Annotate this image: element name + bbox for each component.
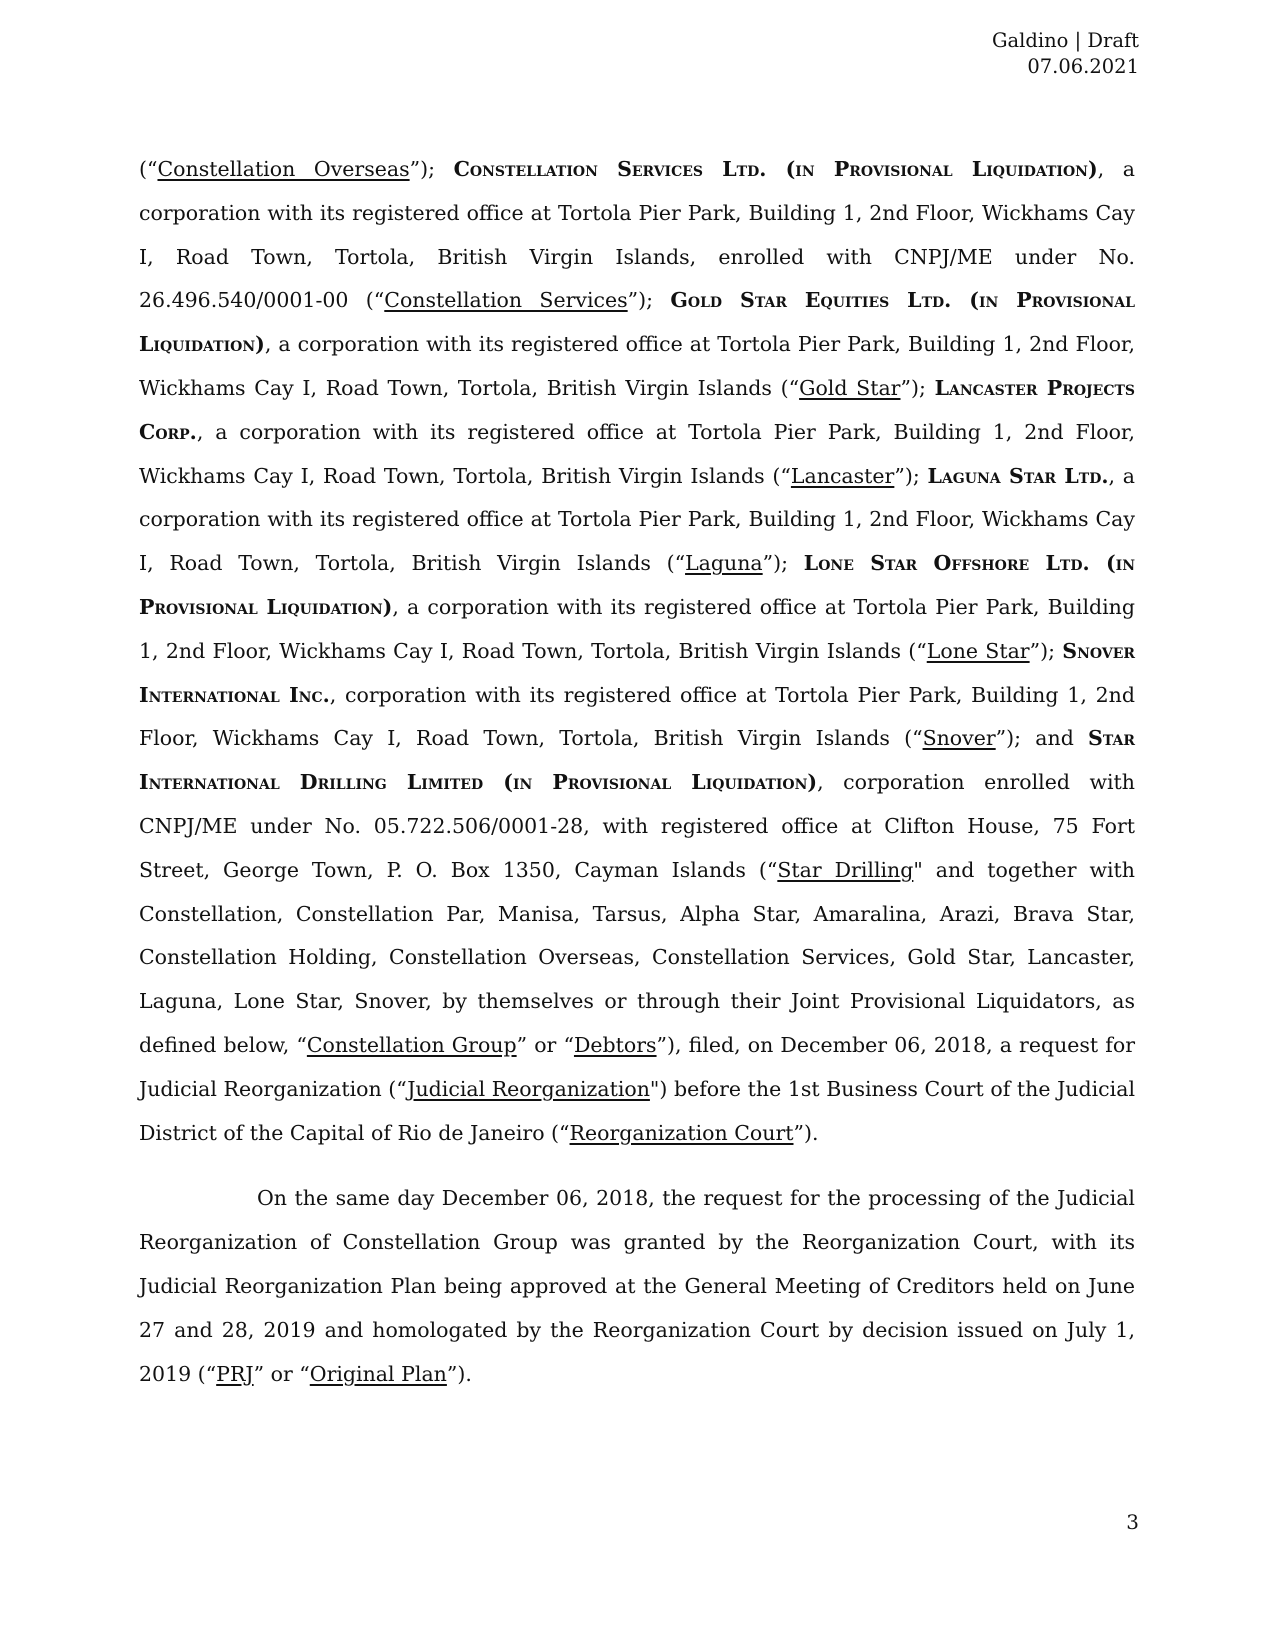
text-run: (“ <box>139 157 158 181</box>
party-name: Star International Drilling Limited (in Provisional Liquidation) <box>139 726 1135 795</box>
text-run: ”); and <box>995 726 1089 751</box>
text-run: , a corporation with its registered office at Tortola Pier Park, Building 1, 2nd Floor, Wickhams Cay I, Road Town, Tortola, British Virgin Islands (“ <box>139 332 1135 400</box>
defined-term: Original Plan <box>309 1361 447 1386</box>
text-run: ”). <box>446 1361 472 1386</box>
party-name: Lone Star Offshore Ltd. (in Provisional Liquidation) <box>139 551 1136 619</box>
text-run: , a corporation with its registered office at Tortola Pier Park, Building 1, 2nd Floor, Wickhams Cay I, Road Town, Tortola, British Virgin Islands (“ <box>139 419 1135 488</box>
text-run: , corporation enrolled with CNPJ/ME under No. 05.722.506/0001-28, with registered office at Clifton House, 75 Fort Street, George Town, P. O. Box 1350, Cayman Islands (“ <box>139 770 1135 882</box>
party-name: Lancaster Projects Corp. <box>139 375 1135 444</box>
paragraph-plan-approval <box>139 1177 1135 1396</box>
text-run: ") before the 1st Business Court of the Judicial District of the Capital of Rio de Janeiro (“ <box>139 1076 1135 1145</box>
text-run: ”). <box>793 1120 819 1145</box>
party-name: Constellation Services Ltd. (in Provisional Liquidation) <box>453 157 1098 181</box>
page-header <box>992 28 1139 80</box>
defined-term: PRJ <box>216 1361 254 1386</box>
text-run: ” or “ <box>516 1032 574 1057</box>
defined-term: Constellation Overseas <box>157 157 410 181</box>
text-run: ”); <box>894 463 928 488</box>
text-run: , a corporation with its registered office at Tortola Pier Park, Building 1, 2nd Floor, Wickhams Cay I, Road Town, Tortola, British Virgin Islands (“ <box>139 594 1136 663</box>
defined-term: Reorganization Court <box>569 1120 794 1145</box>
defined-term: Lancaster <box>790 463 895 488</box>
page-number: 3 <box>1126 1510 1139 1534</box>
text-run: , corporation with its registered office at Tortola Pier Park, Building 1, 2nd Floor, Wickhams Cay I, Road Town, Tortola, British Virgin Islands (“ <box>139 682 1135 751</box>
defined-term: Gold Star <box>799 375 901 400</box>
text-run: ”); <box>409 157 454 181</box>
text-run: , a corporation with its registered office at Tortola Pier Park, Building 1, 2nd Floor, Wickhams Cay I, Road Town, Tortola, British Virgin Islands, enrolled with CNPJ/ME under No. 26.496.540/0001-00 (“ <box>139 157 1135 313</box>
paragraph-parties <box>139 148 1135 1155</box>
party-name: Snover International Inc. <box>139 638 1135 707</box>
defined-term: Constellation Services <box>384 288 628 313</box>
party-name: Gold Star Equities Ltd. (in Provisional Liquidation) <box>139 288 1136 357</box>
defined-term: Debtors <box>573 1032 657 1057</box>
defined-term: Constellation Group <box>306 1032 517 1057</box>
text-run: On the same day December 06, 2018, the request for the processing of the Judicial Reorganization of Constellation Group was granted by the Reorganization Court, with its Judicial Reorganization Plan being approved at the General Meeting of Creditors held on June 27 and 28, 2019 and homologated by the Reorganization Court by decision issued on July 1, 2019 (“ <box>139 1186 1135 1386</box>
header-date: 07.06.2021 <box>1027 55 1139 78</box>
text-run: ”); <box>762 551 804 576</box>
defined-term: Judicial Reorganization <box>407 1076 650 1101</box>
defined-term: Star Drilling <box>777 857 914 882</box>
text-run: ”), filed, on December 06, 2018, a request for Judicial Reorganization (“ <box>139 1032 1136 1101</box>
document-body <box>139 148 1135 1396</box>
text-run: " and together with Constellation, Constellation Par, Manisa, Tarsus, Alpha Star, Amaralina, Arazi, Brava Star, Constellation Holding, Constellation Overseas, Constellation Services, Gold Star, Lancaster, Laguna, Lone Star, Snover, by themselves or through their Joint Provisional Liquidators, as defined below, “ <box>139 857 1135 1057</box>
header-document-status: Galdino | Draft <box>991 29 1139 52</box>
text-run: ”); <box>900 375 935 400</box>
defined-term: Laguna <box>685 551 763 576</box>
text-run: ”); <box>627 288 671 313</box>
party-name: Laguna Star Ltd. <box>927 463 1109 488</box>
text-run: ” or “ <box>253 1361 310 1386</box>
text-run: , a corporation with its registered office at Tortola Pier Park, Building 1, 2nd Floor, Wickhams Cay I, Road Town, Tortola, British Virgin Islands (“ <box>139 463 1135 576</box>
defined-term: Snover <box>922 726 996 751</box>
text-run: ”); <box>1029 638 1063 663</box>
defined-term: Lone Star <box>926 638 1030 663</box>
